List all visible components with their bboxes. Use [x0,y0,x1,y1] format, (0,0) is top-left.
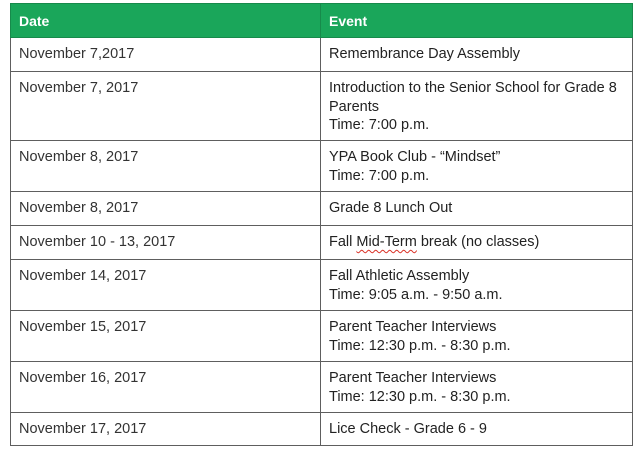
date-cell: November 10 - 13, 2017 [11,226,321,260]
event-column-header: Event [321,4,633,38]
table-row [11,141,633,192]
event-cell [321,141,633,192]
event-time: Time: 9:05 a.m. - 9:50 a.m. [329,286,503,303]
date-cell: November 17, 2017 [11,413,321,446]
event-cell [321,72,633,141]
event-cell [321,311,633,362]
table-row [11,311,633,362]
event-line: Lice Check - Grade 6 - 9 [329,421,487,437]
event-time: Time: 7:00 p.m. [329,167,430,184]
date-cell: November 8, 2017 [11,192,321,226]
date-cell: November 16, 2017 [11,362,321,413]
event-line: Fall Athletic Assembly [329,268,470,284]
event-cell [321,362,633,413]
event-cell [321,226,633,260]
date-cell: November 8, 2017 [11,141,321,192]
event-line: Grade 8 Lunch Out [329,200,453,216]
table-row [11,226,633,260]
event-time: Time: 12:30 p.m. - 8:30 p.m. [329,388,511,405]
date-cell: November 7, 2017 [11,72,321,141]
table-header-row [11,4,633,38]
date-column-header: Date [11,4,321,38]
event-line: Parent Teacher Interviews [329,319,497,335]
event-line: Remembrance Day Assembly [329,46,520,62]
table-row [11,413,633,446]
date-cell: November 14, 2017 [11,260,321,311]
event-time: Time: 12:30 p.m. - 8:30 p.m. [329,337,511,354]
event-line: Parent Teacher Interviews [329,370,497,386]
date-cell: November 7,2017 [11,38,321,72]
table-row [11,362,633,413]
event-line: Introduction to the Senior School for Grade 8 [329,80,617,96]
event-line: YPA Book Club - “Mindset” [329,149,501,165]
event-text-pre: Fall [329,234,357,250]
table-row [11,260,633,311]
events-table [10,3,633,446]
event-time: Time: 7:00 p.m. [329,117,430,133]
table-row [11,192,633,226]
table-row [11,38,633,72]
event-cell [321,413,633,446]
event-text-post: break (no classes) [416,234,540,250]
event-cell [321,38,633,72]
spellcheck-flagged-word[interactable]: Mid-Term [356,234,417,250]
event-cell [321,260,633,311]
event-line: Parents [329,98,379,115]
date-cell: November 15, 2017 [11,311,321,362]
event-cell [321,192,633,226]
table-row [11,72,633,141]
